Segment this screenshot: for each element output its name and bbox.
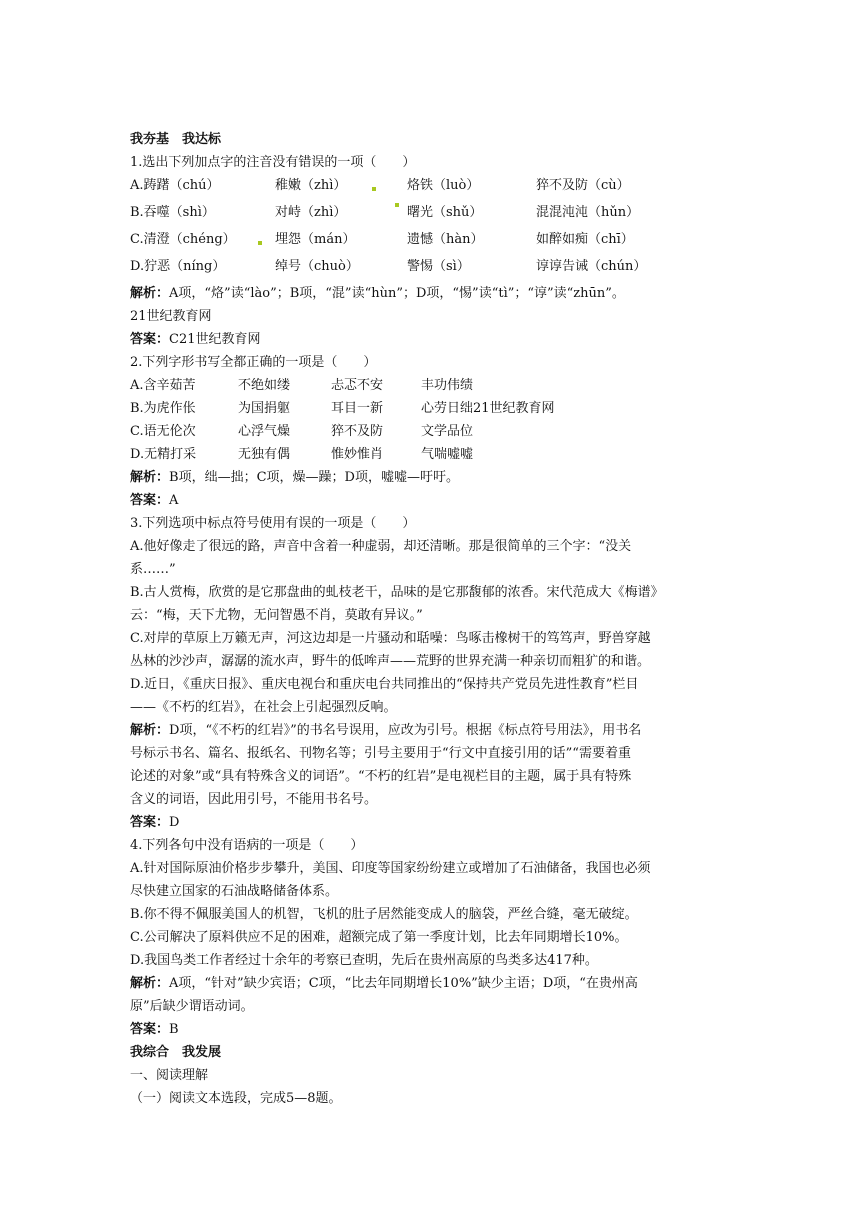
q1-d-2: 绰号（chuò） [275, 259, 359, 274]
analysis-label: 解析： [130, 286, 170, 301]
q3-stem: 3.下列选项中标点符号使用有误的一项是（ ） [130, 516, 416, 531]
q2-b-4: 心劳日绌21世纪教育网 [421, 401, 555, 416]
q1-a-1: A.踌躇（chú） [130, 178, 220, 193]
q1-analysis [130, 282, 730, 305]
q2-analysis-text: B项，绌—拙；C项，燥—躁；D项，嘘嘘—吁吁。 [169, 470, 459, 485]
section-title-2: 我综合 我发展 [130, 1045, 222, 1060]
q1-c-2: 埋怨（mán） [275, 232, 356, 247]
section-2-sub-2: （一）阅读文本选段，完成5—8题。 [130, 1091, 342, 1106]
q4-answer-value: B [169, 1022, 179, 1037]
q3-analysis-text-4: 含义的词语，因此用引号，不能用书名号。 [130, 792, 378, 807]
q3-option-d-1: D.近日，《重庆日报》、重庆电视台和重庆电台共同推出的“保持共产党员先进性教育”栏目 [130, 677, 639, 692]
q1-c-3: 遗憾（hàn） [407, 232, 484, 247]
q3-analysis-text-1: D项，“《不朽的红岩》”的书名号误用，应改为引号。根据《标点符号用法》，用书名 [169, 723, 642, 738]
q4-answer [130, 1018, 730, 1041]
analysis-label: 解析： [130, 470, 170, 485]
q2-c-1: C.语无伦次 [130, 424, 196, 439]
q1-option-row-d [130, 255, 730, 282]
q1-c-1: C.清澄（chéng） [130, 232, 236, 247]
q2-d-2: 无独有偶 [238, 447, 291, 462]
q4-analysis [130, 972, 730, 995]
highlight-mark [395, 203, 399, 207]
q2-stem: 2.下列字形书写全都正确的一项是（ ） [130, 355, 377, 370]
q1-a-4: 猝不及防（cù） [536, 178, 630, 193]
q1-stem: 1.选出下列加点字的注音没有错误的一项（ ） [130, 155, 416, 170]
q3-option-b-1: B.古人赏梅，欣赏的是它那盘曲的虬枝老干，品味的是它那馥郁的浓香。宋代范成大《梅谱》 [130, 585, 664, 600]
q3-answer [130, 811, 730, 834]
q4-option-a-1: A.针对国际原油价格步步攀升，美国、印度等国家纷纷建立或增加了石油储备，我国也必须 [130, 861, 651, 876]
q4-option-a-2: 尽快建立国家的石油战略储备体系。 [130, 884, 339, 899]
q1-option-row-a [130, 174, 730, 201]
q3-option-d-2: ——《不朽的红岩》，在社会上引起强烈反响。 [130, 700, 397, 715]
q3-option-a-2: 系……” [130, 562, 176, 577]
q2-b-2: 为国捐躯 [238, 401, 291, 416]
q1-b-4: 混混沌沌（hǔn） [536, 205, 640, 220]
q1-analysis-text-1: A项，“烙”读“lào”；B项，“混”读“hùn”；D项，“惕”读“tì”；“谆”读“zhūn”。 [169, 286, 625, 301]
q4-option-d: D.我国鸟类工作者经过十余年的考察已查明，先后在贵州高原的鸟类多达417种。 [130, 953, 598, 968]
q1-b-3: 曙光（shǔ） [407, 205, 483, 220]
q4-option-c: C.公司解决了原料供应不足的困难，超额完成了第一季度计划，比去年同期增长10%。 [130, 930, 628, 945]
q4-analysis-text-1: A项，“针对”缺少宾语；C项，“比去年同期增长10%”缺少主语；D项，“在贵州高 [169, 976, 638, 991]
q2-a-1: A.含辛茹苦 [130, 378, 196, 393]
q4-stem: 4.下列各句中没有语病的一项是（ ） [130, 838, 364, 853]
q3-answer-value: D [169, 815, 180, 830]
q1-answer [130, 328, 730, 351]
q2-c-4: 文学品位 [421, 424, 474, 439]
q4-option-b: B.你不得不佩服美国人的机智，飞机的肚子居然能变成人的脑袋，严丝合缝，毫无破绽。 [130, 907, 638, 922]
section-title-1: 我夯基 我达标 [130, 132, 222, 147]
q4-analysis-text-2: 原”后缺少谓语动词。 [130, 999, 254, 1014]
q1-c-4: 如醉如痴（chī） [536, 232, 634, 247]
q3-analysis-text-2: 号标示书名、篇名、报纸名、刊物名等；引号主要用于“行文中直接引用的话”“需要着重 [130, 746, 631, 761]
q2-a-2: 不绝如缕 [238, 378, 291, 393]
q3-option-c-2: 丛林的沙沙声，潺潺的流水声，野牛的低哞声——荒野的世界充满一种亲切而粗犷的和谐。 [130, 654, 651, 669]
q1-d-1: D.狞恶（níng） [130, 259, 226, 274]
q3-analysis-text-3: 论述的对象”或“具有特殊含义的词语”。“不朽的红岩”是电视栏目的主题，属于具有特殊 [130, 769, 632, 784]
q2-option-row-b [130, 397, 730, 420]
answer-label: 答案： [130, 1022, 170, 1037]
q2-a-3: 忐忑不安 [331, 378, 384, 393]
q1-a-3: 烙铁（luò） [407, 178, 480, 193]
q2-option-row-a [130, 374, 730, 397]
q2-c-3: 猝不及防 [331, 424, 384, 439]
q1-option-row-c [130, 228, 730, 255]
q2-d-1: D.无精打采 [130, 447, 197, 462]
q2-option-row-d [130, 443, 730, 466]
q2-analysis [130, 466, 730, 489]
q2-answer [130, 489, 730, 512]
q2-a-4: 丰功伟绩 [421, 378, 474, 393]
q1-answer-value: C21世纪教育网 [169, 332, 261, 347]
analysis-label: 解析： [130, 723, 170, 738]
section-2-sub-1: 一、阅读理解 [130, 1068, 209, 1083]
q2-option-row-c [130, 420, 730, 443]
q3-analysis [130, 719, 730, 742]
document-page [130, 128, 730, 1110]
q2-c-2: 心浮气燥 [238, 424, 291, 439]
q1-option-row-b [130, 201, 730, 228]
analysis-label: 解析： [130, 976, 170, 991]
q1-a-2: 稚嫩（zhì） [275, 178, 347, 193]
answer-label: 答案： [130, 332, 170, 347]
q1-b-2: 对峙（zhì） [275, 205, 347, 220]
q1-d-4: 谆谆告诫（chún） [536, 259, 647, 274]
q2-d-3: 惟妙惟肖 [331, 447, 384, 462]
q3-option-a-1: A.他好像走了很远的路，声音中含着一种虚弱，却还清晰。那是很简单的三个字：“没关 [130, 539, 632, 554]
q2-answer-value: A [169, 493, 179, 508]
q3-option-c-1: C.对岸的草原上万籁无声，河这边却是一片骚动和聒噪：鸟啄击橡树干的笃笃声，野兽穿越 [130, 631, 651, 646]
q1-b-1: B.吞噬（shì） [130, 205, 215, 220]
answer-label: 答案： [130, 815, 170, 830]
q3-option-b-2: 云：“梅，天下尤物，无问智愚不肖，莫敢有异议。” [130, 608, 423, 623]
q1-analysis-text-2: 21世纪教育网 [130, 309, 212, 324]
answer-label: 答案： [130, 493, 170, 508]
highlight-mark [372, 187, 376, 191]
q2-b-1: B.为虎作伥 [130, 401, 196, 416]
q2-b-3: 耳目一新 [331, 401, 384, 416]
q1-d-3: 警惕（sì） [407, 259, 470, 274]
q2-d-4: 气喘嘘嘘 [421, 447, 474, 462]
highlight-mark [258, 241, 262, 245]
